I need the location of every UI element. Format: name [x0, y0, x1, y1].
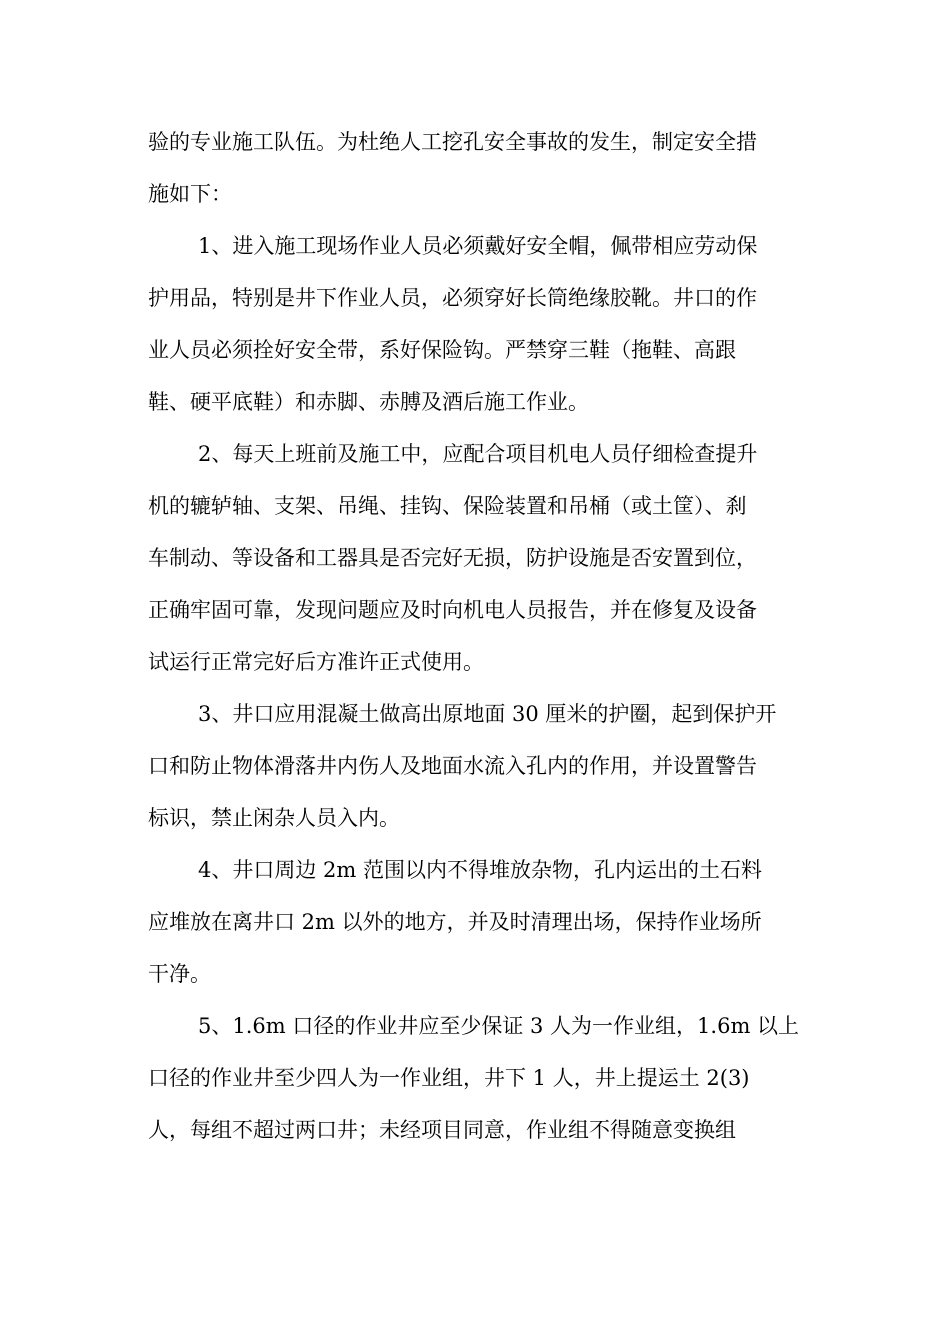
text-line: 车制动、等设备和工器具是否完好无损，防护设施是否安置到位， — [148, 546, 757, 570]
text-line: 业人员必须拴好安全带，系好保险钩。严禁穿三鞋（拖鞋、高跟 — [148, 338, 736, 362]
text-line: 鞋、硬平底鞋）和赤脚、赤膊及酒后施工作业。 — [148, 390, 589, 414]
text-line: 标识，禁止闲杂人员入内。 — [148, 806, 400, 830]
text-line: 2、每天上班前及施工中，应配合项目机电人员仔细检查提升 — [198, 442, 758, 466]
text-line: 验的专业施工队伍。为杜绝人工挖孔安全事故的发生，制定安全措 — [148, 130, 757, 154]
text-line: 1、进入施工现场作业人员必须戴好安全帽，佩带相应劳动保 — [198, 234, 758, 258]
text-line: 5、1.6m 口径的作业井应至少保证 3 人为一作业组，1.6m 以上 — [198, 1014, 800, 1038]
paragraph-intro — [148, 116, 800, 220]
text-line: 口和防止物体滑落井内伤人及地面水流入孔内的作用，并设置警告 — [148, 754, 757, 778]
text-line: 试运行正常完好后方准许正式使用。 — [148, 650, 484, 674]
paragraph-item-1 — [148, 220, 800, 428]
paragraph-item-3 — [148, 688, 800, 844]
text-line: 人，每组不超过两口井；未经项目同意，作业组不得随意变换组 — [148, 1118, 736, 1142]
paragraph-item-4 — [148, 844, 800, 1000]
text-line: 干净。 — [148, 962, 211, 986]
paragraph-item-5 — [148, 1000, 800, 1156]
text-line: 施如下： — [148, 182, 232, 206]
text-line: 4、井口周边 2m 范围以内不得堆放杂物，孔内运出的土石料 — [198, 858, 762, 882]
text-line: 应堆放在离井口 2m 以外的地方，并及时清理出场，保持作业场所 — [148, 910, 762, 934]
text-line: 3、井口应用混凝土做高出原地面 30 厘米的护圈，起到保护开 — [198, 702, 777, 726]
paragraph-item-2 — [148, 428, 800, 688]
document-body — [148, 116, 800, 1156]
text-line: 护用品，特别是井下作业人员，必须穿好长筒绝缘胶靴。井口的作 — [148, 286, 757, 310]
text-line: 正确牢固可靠，发现问题应及时向机电人员报告，并在修复及设备 — [148, 598, 757, 622]
text-line: 机的辘轳轴、支架、吊绳、挂钩、保险装置和吊桶（或土筐）、刹 — [148, 494, 747, 518]
text-line: 口径的作业井至少四人为一作业组，井下 1 人，井上提运土 2(3) — [148, 1066, 750, 1090]
